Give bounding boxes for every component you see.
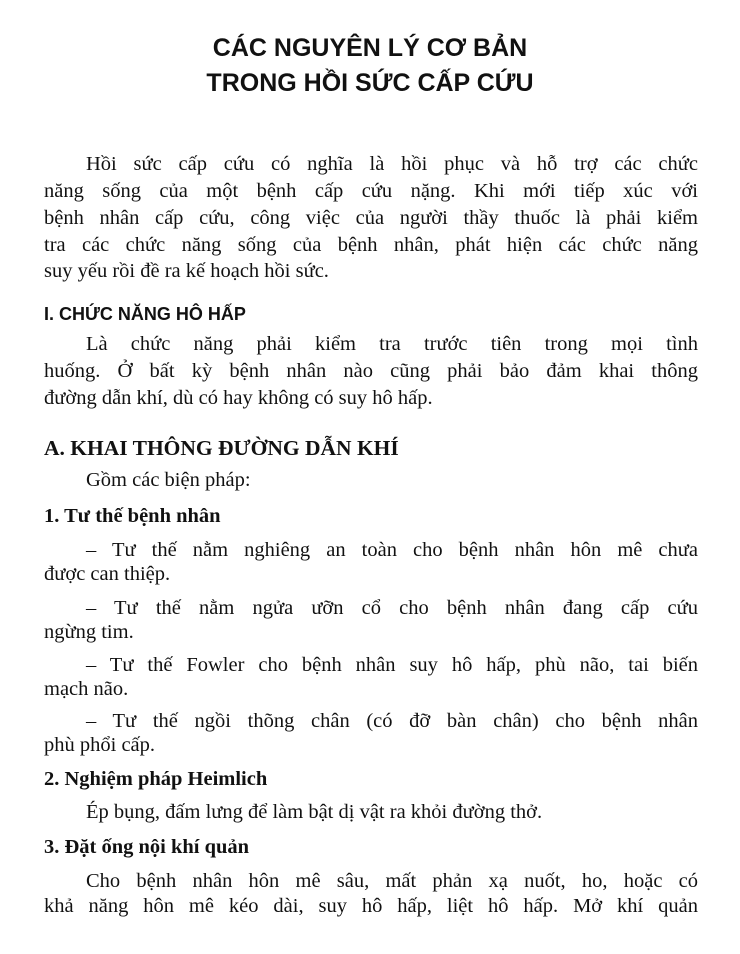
text-line: năng sống của một bệnh cấp cứu nặng. Khi mới tiếp xúc với (44, 180, 698, 202)
text-line: tra các chức năng sống của bệnh nhân, phát hiện các chức năng (44, 234, 698, 256)
text-line: khả năng hôn mê kéo dài, suy hô hấp, liệt hô hấp. Mở khí quản (44, 895, 698, 917)
title-line: CÁC NGUYÊN LÝ CƠ BẢN (212, 34, 528, 62)
text-line: bệnh nhân cấp cứu, công việc của người thầy thuốc là phải kiểm (44, 207, 698, 229)
text-line: suy yếu rồi đề ra kế hoạch hồi sức. (44, 260, 329, 282)
text-line: đường dẫn khí, dù có hay không có suy hô hấp. (44, 387, 433, 409)
text-line: Hồi sức cấp cứu có nghĩa là hồi phục và hỗ trợ các chức (86, 153, 698, 175)
list-item-cont: mạch não. (44, 678, 129, 700)
list-item-cont: ngừng tim. (44, 621, 134, 643)
subheading: 3. Đặt ống nội khí quản (44, 836, 250, 858)
list-item: – Tư thế ngồi thõng chân (có đỡ bàn chân) cho bệnh nhân (86, 710, 698, 732)
list-item-cont: phù phổi cấp. (44, 734, 156, 756)
list-item-cont: được can thiệp. (44, 563, 171, 585)
text-line: huống. Ở bất kỳ bệnh nhân nào cũng phải bảo đảm khai thông (44, 360, 698, 382)
text-line: Là chức năng phải kiểm tra trước tiên trong mọi tình (86, 333, 698, 355)
section-heading: I. CHỨC NĂNG HÔ HẤP (44, 304, 246, 324)
title-line: TRONG HỒI SỨC CẤP CỨU (206, 69, 534, 97)
text-line: Gồm các biện pháp: (86, 469, 251, 491)
list-item: – Tư thế nằm nghiêng an toàn cho bệnh nhân hôn mê chưa (86, 539, 698, 561)
list-item: – Tư thế nằm ngửa ưỡn cổ cho bệnh nhân đang cấp cứu (86, 597, 698, 619)
subsection-heading: A. KHAI THÔNG ĐƯỜNG DẪN KHÍ (44, 436, 399, 460)
subheading: 2. Nghiệm pháp Heimlich (44, 768, 268, 790)
text-line: Cho bệnh nhân hôn mê sâu, mất phản xạ nuốt, ho, hoặc có (86, 870, 698, 892)
text-line: Ép bụng, đấm lưng để làm bật dị vật ra khỏi đường thở. (86, 801, 543, 823)
list-item: – Tư thế Fowler cho bệnh nhân suy hô hấp, phù não, tai biến (86, 654, 698, 676)
subheading: 1. Tư thế bệnh nhân (44, 505, 221, 527)
